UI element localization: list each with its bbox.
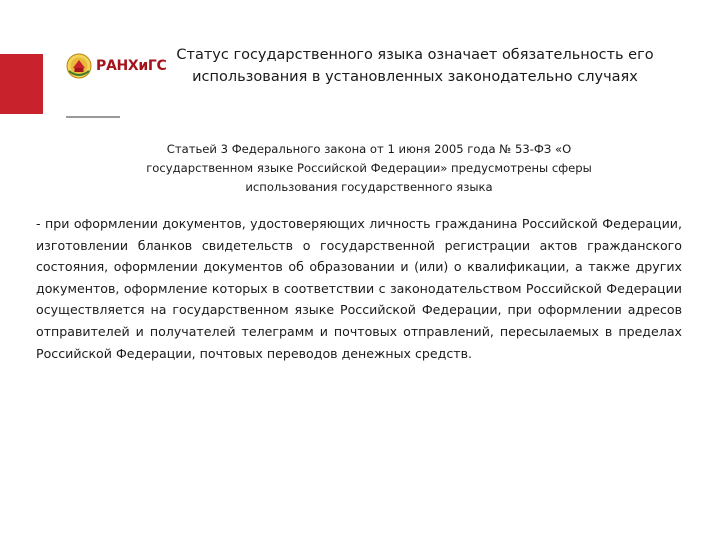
accent-bar [0,54,43,114]
ranepa-emblem-icon [66,53,92,79]
logo-text: РАНХиГС [96,58,167,74]
header-rule [66,116,120,118]
slide-title: Статус государственного языка означает обязательность его использования в установленных законодательно случаях [176,47,654,85]
body-paragraph: - при оформлении документов, удостоверяющих личность гражданина Российской Федерации, изготовлении бланков свидетельств о государственной регистрации актов гражданского состояния, оформлении документов об образовании и (или) о квалификации, а также других документов, оформление которых в соответствии с законодательством Российской Федерации осуществляется на государственном языке Российской Федерации, при оформлении адресов отправителей и получателей телеграмм и почтовых отправлений, пересылаемых в пределах Российской Федерации, почтовых переводов денежных средств. [36,216,682,361]
slide-subtitle: Статьей 3 Федерального закона от 1 июня 2005 года № 53-ФЗ «О государственном языке Российской Федерации» предусмотрены сферы использования государственного языка [146,142,592,194]
